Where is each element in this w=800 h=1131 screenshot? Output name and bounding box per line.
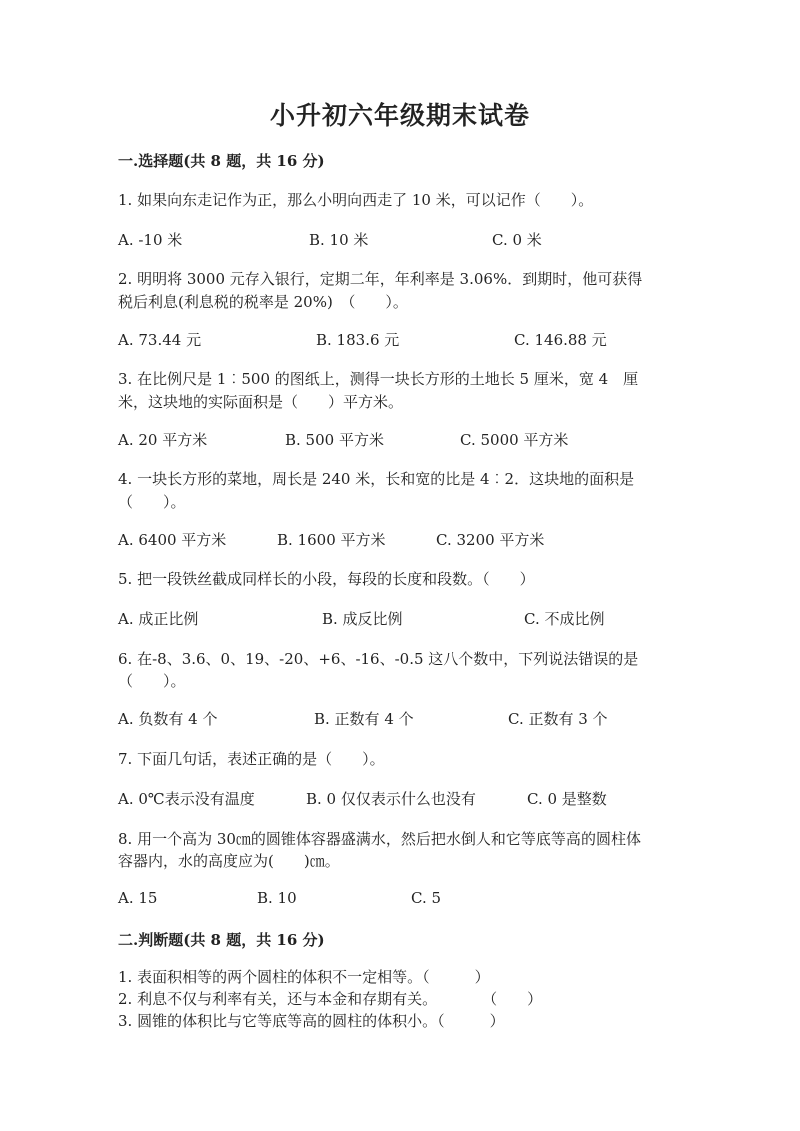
question-3-line-1: 3. 在比例尺是 1︰500 的图纸上，测得一块长方形的土地长 5 厘米，宽 4 厘	[118, 370, 639, 388]
exam-title: 小升初六年级期末试卷	[269, 101, 530, 130]
question-5-line-1: 5. 把一段铁丝截成同样长的小段，每段的长度和段数。（ ）	[118, 570, 535, 588]
question-2-option-a: A. 73.44 元	[118, 331, 202, 349]
question-2-option-c: C. 146.88 元	[514, 331, 607, 349]
question-7-option-c: C. 0 是整数	[527, 790, 607, 808]
question-7-option-b: B. 0 仅仅表示什么也没有	[306, 790, 476, 808]
question-4-line-2: （ ）。	[118, 493, 186, 511]
question-2-line-2: 税后利息(利息税的税率是 20%) （ ）。	[118, 293, 408, 311]
judgement-item-3: 3. 圆锥的体积比与它等底等高的圆柱的体积小。（ ）	[118, 1012, 505, 1030]
question-8-line-1: 8. 用一个高为 30㎝的圆锥体容器盛满水，然后把水倒人和它等底等高的圆柱体	[118, 830, 641, 848]
question-1-option-c: C. 0 米	[492, 231, 542, 249]
section-heading-judgement: 二.判断题(共 8 题，共 16 分)	[118, 931, 325, 949]
question-5-option-b: B. 成反比例	[322, 610, 403, 628]
question-8-option-a: A. 15	[118, 889, 158, 907]
question-6-option-a: A. 负数有 4 个	[118, 710, 218, 728]
question-1-option-a: A. -10 米	[118, 231, 183, 249]
question-3-option-c: C. 5000 平方米	[460, 431, 569, 449]
question-7-option-a: A. 0℃表示没有温度	[118, 790, 255, 808]
judgement-item-2: 2. 利息不仅与利率有关，还与本金和存期有关。 （ ）	[118, 990, 543, 1008]
section-heading-choice: 一.选择题(共 8 题，共 16 分)	[118, 152, 325, 170]
question-1-line-1: 1. 如果向东走记作为正，那么小明向西走了 10 米，可以记作（ ）。	[118, 191, 594, 209]
question-3-line-2: 米，这块地的实际面积是（ ）平方米。	[118, 393, 404, 411]
question-3-option-b: B. 500 平方米	[285, 431, 384, 449]
question-4-option-a: A. 6400 平方米	[118, 531, 227, 549]
question-3-option-a: A. 20 平方米	[118, 431, 208, 449]
question-6-line-1: 6. 在-8、3.6、0、19、-20、+6、-16、-0.5 这八个数中，下列说法错误的是	[118, 650, 639, 668]
question-2-option-b: B. 183.6 元	[316, 331, 400, 349]
question-6-option-c: C. 正数有 3 个	[508, 710, 608, 728]
question-8-line-2: 容器内，水的高度应为( )㎝。	[118, 852, 340, 870]
question-5-option-c: C. 不成比例	[524, 610, 605, 628]
question-7-line-1: 7. 下面几句话，表述正确的是（ ）。	[118, 750, 385, 768]
question-6-option-b: B. 正数有 4 个	[314, 710, 414, 728]
judgement-item-1: 1. 表面积相等的两个圆柱的体积不一定相等。（ ）	[118, 968, 490, 986]
question-2-line-1: 2. 明明将 3000 元存入银行，定期二年，年利率是 3.06%．到期时，他可获得	[118, 270, 643, 288]
question-4-option-c: C. 3200 平方米	[436, 531, 545, 549]
question-1-option-b: B. 10 米	[309, 231, 369, 249]
question-4-line-1: 4. 一块长方形的菜地，周长是 240 米，长和宽的比是 4︰2．这块地的面积是	[118, 470, 635, 488]
question-8-option-b: B. 10	[257, 889, 297, 907]
question-5-option-a: A. 成正比例	[118, 610, 199, 628]
question-6-line-2: （ ）。	[118, 672, 186, 690]
question-4-option-b: B. 1600 平方米	[277, 531, 386, 549]
question-8-option-c: C. 5	[411, 889, 442, 907]
